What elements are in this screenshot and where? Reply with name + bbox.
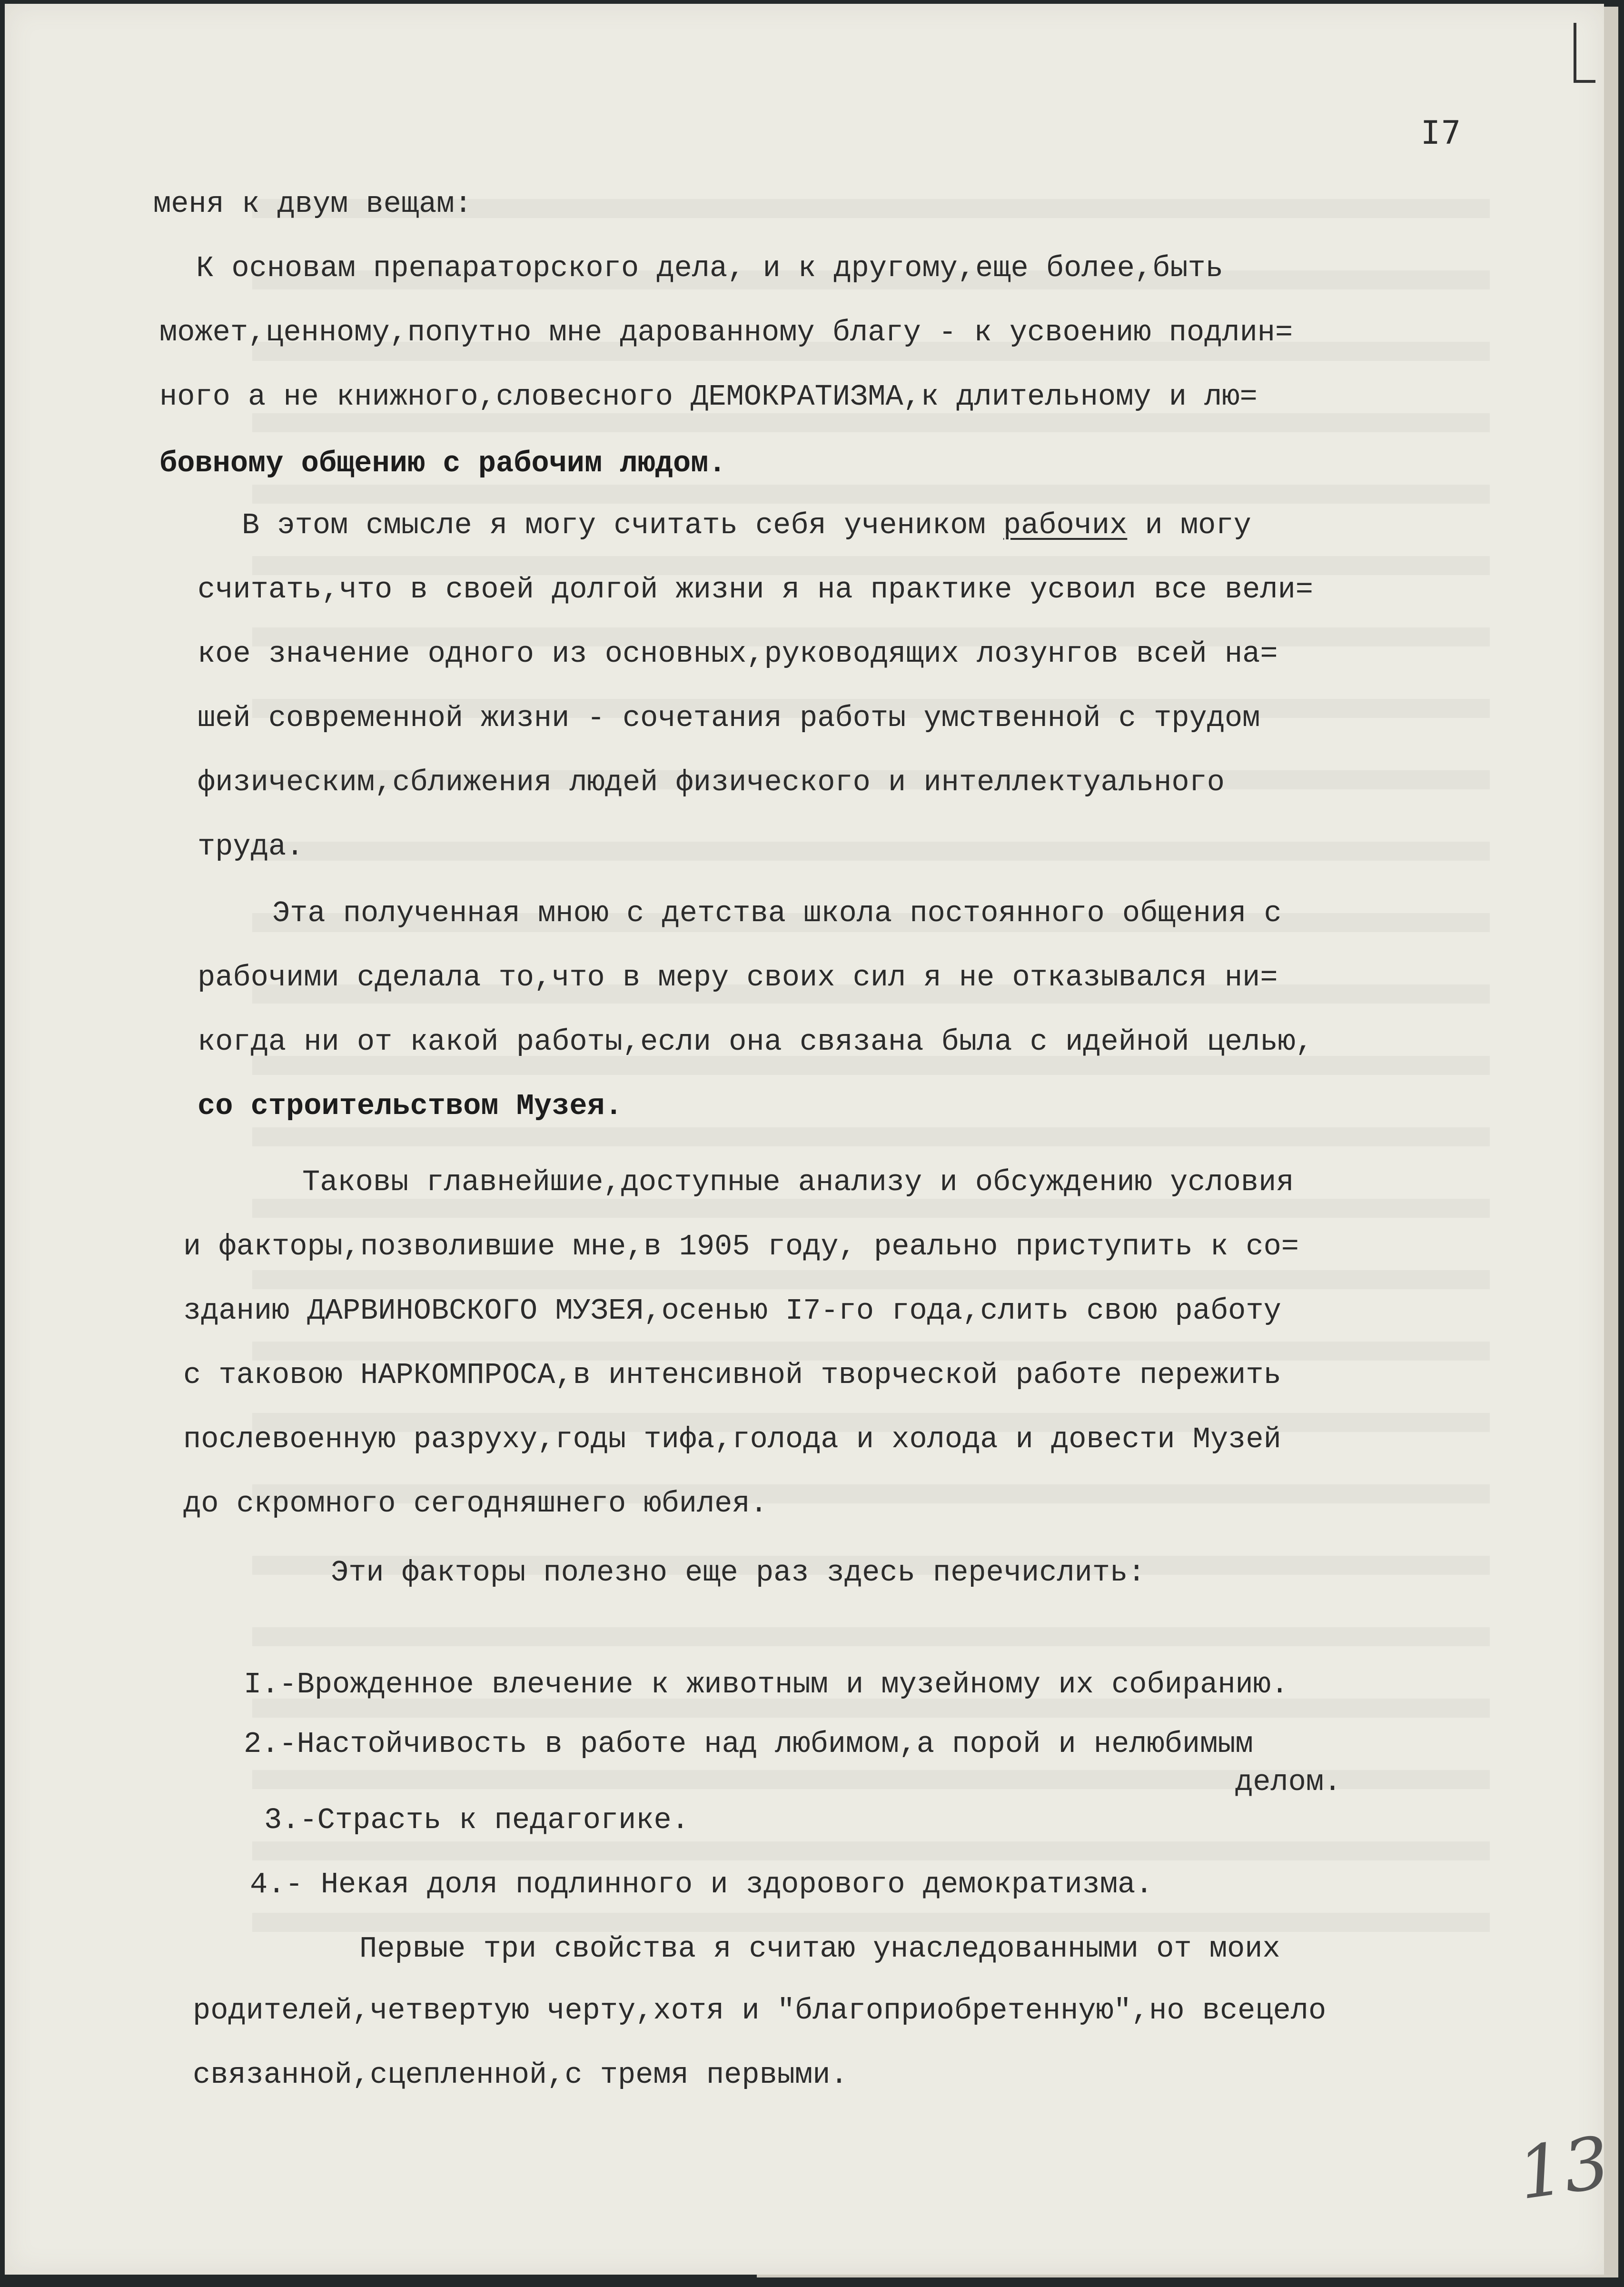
text-line: послевоенную разруху,годы тифа,голода и холода и довести Музей — [183, 1422, 1281, 1456]
page-number: I7 — [1421, 114, 1462, 152]
underlined-word: рабочих — [1003, 508, 1128, 542]
list-item: 2.-Настойчивость в работе над любимом,а порой и нелюбимым — [244, 1727, 1253, 1761]
text-line: труда. — [198, 830, 304, 864]
text-line: с таковою НАРКОМПРОСА,в интенсивной творческой работе пережить — [183, 1358, 1281, 1392]
text-line: может,ценному,попутно мне дарованному благу - к усвоению подлин= — [159, 316, 1293, 349]
text-line: Эта полученная мною с детства школа постоянного общения с — [272, 896, 1282, 930]
handwritten-folio-mark: 13 — [1513, 2121, 1615, 2216]
list-item: I.-Врожденное влечение к животным и музейному их собиранию. — [244, 1668, 1289, 1701]
text-line: родителей,четвертую черту,хотя и "благоприобретенную",но всецело — [193, 1994, 1327, 2028]
text-line: Таковы главнейшие,доступные анализу и обсуждению условия — [302, 1165, 1294, 1199]
text-segment: В этом смысле я могу считать себя учеником рабочих и могу — [242, 508, 1251, 542]
text-line: физическим,сближения людей физического и интеллектуального — [198, 766, 1225, 799]
text-line — [242, 508, 1251, 542]
text-line: меня к двум вещам: — [153, 187, 472, 221]
text-line: делом. — [1235, 1765, 1342, 1799]
list-item: 3.-Страсть к педагогике. — [264, 1803, 689, 1837]
text-line: рабочими сделала то,что в меру своих сил я не отказывался ни= — [198, 961, 1278, 994]
list-item: 4.- Некая доля подлинного и здорового демократизма. — [250, 1868, 1153, 1901]
body-text — [5, 4, 1604, 2275]
text-line: Первые три свойства я считаю унаследованными от моих — [359, 1932, 1280, 1966]
typewritten-page — [5, 4, 1615, 2275]
text-line: кое значение одного из основных,руководящих лозунгов всей на= — [198, 637, 1278, 671]
text-line: связанной,сцепленной,с тремя первыми. — [193, 2058, 848, 2092]
text-line: со строительством Музея. — [198, 1089, 623, 1123]
text-line: К основам препараторского дела, и к другому,еще более,быть — [196, 251, 1223, 285]
text-line: когда ни от какой работы,если она связана была с идейной целью, — [198, 1025, 1313, 1059]
text-line: до скромного сегодняшнего юбилея. — [183, 1487, 768, 1521]
text-line: ного а не книжного,словесного ДЕМОКРАТИЗМА,к длительному и лю= — [159, 380, 1258, 414]
text-line: бовному общению с рабочим людом. — [159, 447, 726, 480]
text-line: и факторы,позволившие мне,в 1905 году, реально приступить к со= — [183, 1230, 1299, 1263]
text-line: шей современной жизни - сочетания работы умственной с трудом — [198, 701, 1260, 735]
text-line: зданию ДАРВИНОВСКОГО МУЗЕЯ,осенью I7-го года,слить свою работу — [183, 1294, 1281, 1328]
text-line: Эти факторы полезно еще раз здесь перечислить: — [331, 1556, 1146, 1590]
text-line: считать,что в своей долгой жизни я на практике усвоил все вели= — [198, 573, 1313, 607]
